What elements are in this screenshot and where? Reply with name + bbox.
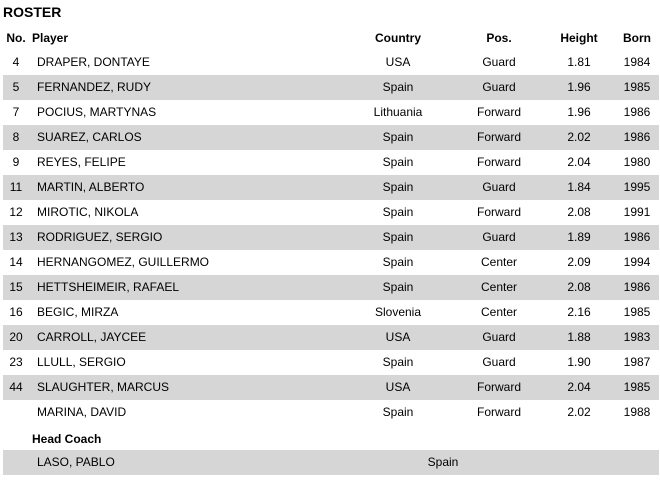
player-position: Center — [480, 305, 518, 319]
player-height: 1.90 — [567, 355, 591, 369]
player-born: 1984 — [623, 55, 651, 69]
player-name: DRAPER, DONTAYE — [37, 55, 150, 69]
table-row — [3, 325, 659, 350]
player-height: 2.02 — [567, 130, 591, 144]
head-coach-country: Spain — [427, 455, 459, 469]
player-born: 1986 — [623, 130, 651, 144]
column-header-country: Country — [375, 31, 421, 45]
table-row — [3, 125, 659, 150]
roster-title: ROSTER — [3, 4, 62, 20]
player-number: 5 — [12, 80, 20, 94]
player-number: 44 — [9, 380, 23, 394]
player-number — [3, 400, 29, 425]
player-position: Guard — [482, 80, 516, 94]
player-height: 1.96 — [567, 105, 591, 119]
player-born: 1988 — [623, 405, 651, 419]
player-born: 1985 — [623, 380, 651, 394]
player-height: 2.02 — [567, 405, 591, 419]
player-name: REYES, FELIPE — [37, 155, 126, 169]
player-height: 2.08 — [567, 205, 591, 219]
player-number: 4 — [12, 55, 20, 69]
player-position: Forward — [476, 380, 521, 394]
player-position: Forward — [476, 155, 521, 169]
player-name: MIROTIC, NIKOLA — [37, 205, 139, 219]
player-number: 23 — [9, 355, 23, 369]
player-position: Center — [480, 255, 518, 269]
player-name: RODRIGUEZ, SERGIO — [37, 230, 163, 244]
head-coach-heading: Head Coach — [32, 432, 102, 446]
player-country: Lithuania — [373, 105, 423, 119]
player-number: 9 — [12, 155, 20, 169]
player-country: Spain — [382, 255, 414, 269]
table-row — [3, 50, 659, 75]
player-name: MARTIN, ALBERTO — [37, 180, 145, 194]
column-header-born: Born — [623, 31, 651, 45]
player-country: Spain — [382, 280, 414, 294]
player-position: Forward — [476, 405, 521, 419]
player-born: 1985 — [623, 80, 651, 94]
player-number: 8 — [12, 130, 20, 144]
player-position: Guard — [482, 355, 516, 369]
column-header-height: Height — [560, 31, 598, 45]
player-name: HERNANGOMEZ, GUILLERMO — [37, 255, 210, 269]
player-born: 1986 — [623, 230, 651, 244]
player-born: 1991 — [623, 205, 651, 219]
player-born: 1986 — [623, 280, 651, 294]
player-country: Spain — [382, 180, 414, 194]
player-number: 14 — [9, 255, 23, 269]
player-country: Spain — [382, 130, 414, 144]
player-name: SLAUGHTER, MARCUS — [37, 380, 170, 394]
player-position: Guard — [482, 180, 516, 194]
table-header — [3, 30, 659, 46]
player-country: Slovenia — [374, 305, 422, 319]
player-position: Center — [480, 280, 518, 294]
player-born: 1987 — [623, 355, 651, 369]
table-row — [3, 275, 659, 300]
player-born: 1985 — [623, 305, 651, 319]
table-row — [3, 375, 659, 400]
player-country: Spain — [382, 155, 414, 169]
player-height: 1.96 — [567, 80, 591, 94]
player-height: 2.08 — [567, 280, 591, 294]
player-number: 7 — [12, 105, 20, 119]
player-born: 1995 — [623, 180, 651, 194]
table-row — [3, 225, 659, 250]
player-name: POCIUS, MARTYNAS — [37, 105, 157, 119]
player-height: 1.88 — [567, 330, 591, 344]
player-name: MARINA, DAVID — [37, 405, 127, 419]
player-country: USA — [385, 55, 411, 69]
player-name: HETTSHEIMEIR, RAFAEL — [37, 280, 180, 294]
player-position: Guard — [482, 230, 516, 244]
player-country: Spain — [382, 355, 414, 369]
player-position: Guard — [482, 55, 516, 69]
player-height: 2.04 — [567, 380, 591, 394]
player-country: Spain — [382, 205, 414, 219]
player-position: Forward — [476, 105, 521, 119]
column-header-player: Player — [32, 31, 69, 45]
player-country: USA — [385, 330, 411, 344]
column-header-no: No. — [6, 31, 26, 45]
table-row — [3, 175, 659, 200]
column-header-pos: Pos. — [486, 31, 512, 45]
player-height: 1.89 — [567, 230, 591, 244]
player-number: 11 — [9, 180, 23, 194]
table-row — [3, 350, 659, 375]
table-row — [3, 150, 659, 175]
player-position: Guard — [482, 330, 516, 344]
player-born: 1983 — [623, 330, 651, 344]
player-name: FERNANDEZ, RUDY — [37, 80, 152, 94]
player-height: 2.04 — [567, 155, 591, 169]
player-name: LLULL, SERGIO — [37, 355, 126, 369]
player-position: Forward — [476, 130, 521, 144]
table-row — [3, 75, 659, 100]
player-country: Spain — [382, 230, 414, 244]
table-row — [3, 400, 659, 425]
player-name: BEGIC, MIRZA — [37, 305, 119, 319]
player-height: 1.81 — [567, 55, 591, 69]
table-row — [3, 100, 659, 125]
player-number: 16 — [9, 305, 23, 319]
table-row — [3, 200, 659, 225]
player-number: 20 — [9, 330, 23, 344]
player-position: Forward — [476, 205, 521, 219]
player-height: 2.16 — [567, 305, 591, 319]
player-name: SUAREZ, CARLOS — [37, 130, 142, 144]
player-name: CARROLL, JAYCEE — [37, 330, 147, 344]
table-row — [3, 300, 659, 325]
player-country: Spain — [382, 405, 414, 419]
player-number: 15 — [9, 280, 23, 294]
player-height: 1.84 — [567, 180, 591, 194]
head-coach-row — [3, 450, 659, 475]
roster-table-body — [3, 50, 659, 425]
player-born: 1994 — [623, 255, 651, 269]
player-born: 1980 — [623, 155, 651, 169]
player-height: 2.09 — [567, 255, 591, 269]
table-row — [3, 250, 659, 275]
player-number: 13 — [9, 230, 23, 244]
player-country: Spain — [382, 80, 414, 94]
player-country: USA — [385, 380, 411, 394]
head-coach-name: LASO, PABLO — [37, 455, 115, 469]
player-number: 12 — [9, 205, 23, 219]
player-born: 1986 — [623, 105, 651, 119]
